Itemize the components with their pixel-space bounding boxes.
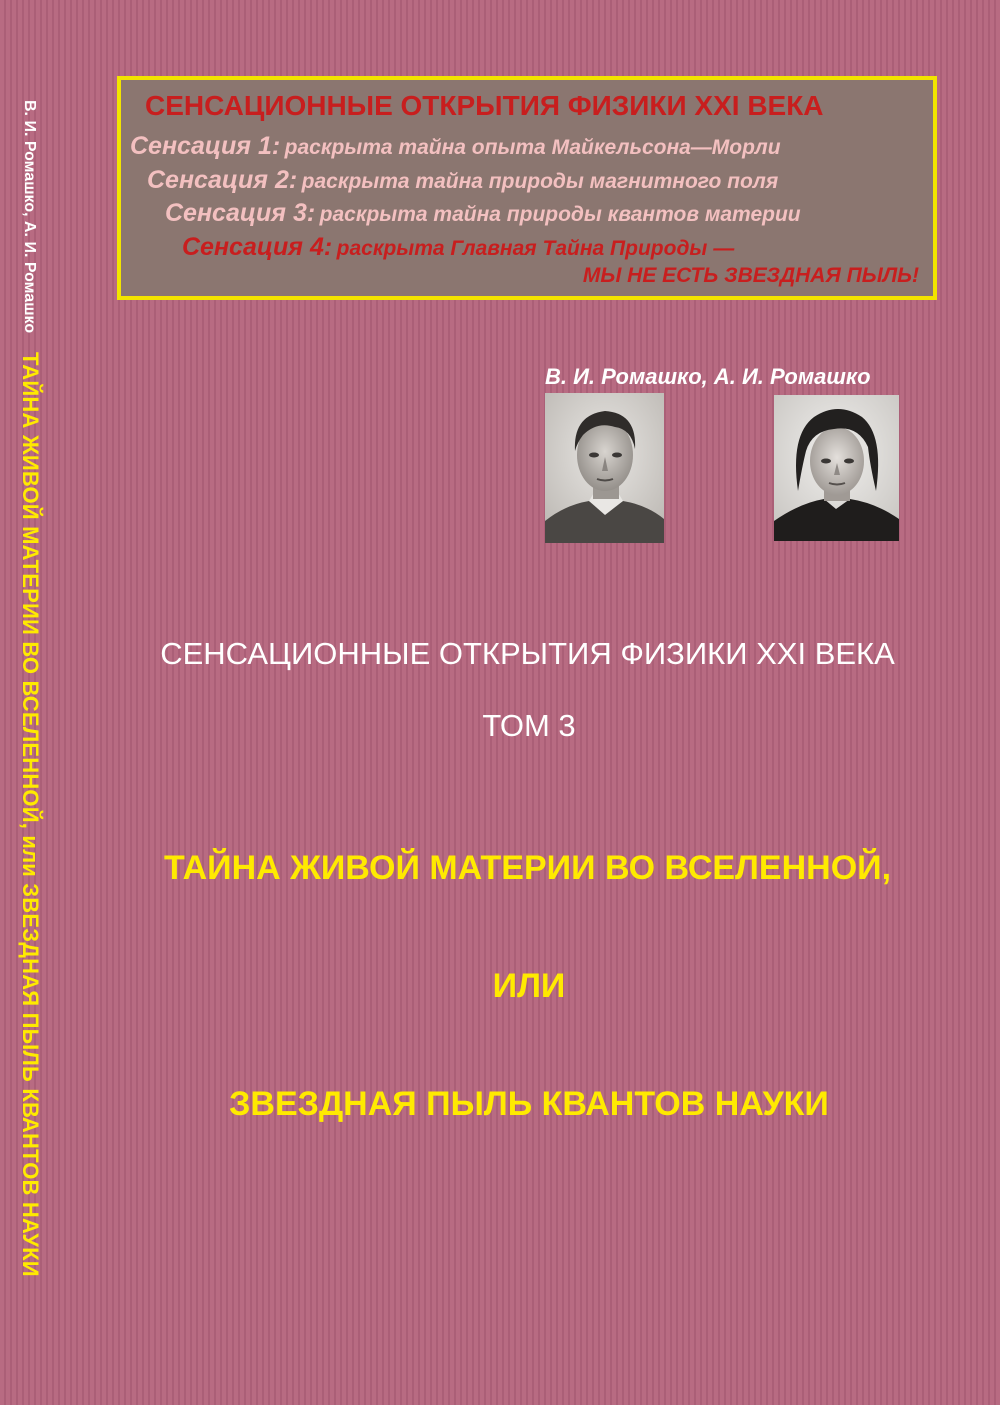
- sensation-4-text: раскрыта Главная Тайна Природы —: [336, 237, 735, 260]
- author-photo-1: [545, 393, 664, 543]
- sensation-4-conclusion: МЫ НЕ ЕСТЬ ЗВЕЗДНАЯ ПЫЛЬ!: [582, 264, 919, 287]
- sensation-2: [147, 166, 778, 195]
- book-spine: [0, 0, 60, 1405]
- volume-number: ТОМ 3: [482, 708, 576, 743]
- book-title-line-2: ИЛИ: [492, 967, 566, 1005]
- spine-authors: В. И. Ромашко, А. И. Ромашко: [21, 100, 38, 334]
- series-title: СЕНСАЦИОННЫЕ ОТКРЫТИЯ ФИЗИКИ XXI ВЕКА: [160, 636, 895, 671]
- book-title-line-3: ЗВЕЗДНАЯ ПЫЛЬ КВАНТОВ НАУКИ: [229, 1085, 829, 1123]
- sensations-banner: [117, 76, 937, 300]
- spine-title: ТАЙНА ЖИВОЙ МАТЕРИИ ВО ВСЕЛЕННОЙ, или ЗВЕЗДНАЯ ПЫЛЬ КВАНТОВ НАУКИ: [18, 352, 43, 1277]
- book-title-line-1: ТАЙНА ЖИВОЙ МАТЕРИИ ВО ВСЕЛЕННОЙ,: [163, 849, 892, 887]
- sensation-2-text: раскрыта тайна природы магнитного поля: [301, 170, 779, 193]
- sensation-3-label: Сенсация 3:: [165, 199, 316, 227]
- sensation-4: [182, 233, 734, 262]
- sensation-3-text: раскрыта тайна природы квантов материи: [319, 203, 801, 226]
- authors-caption: В. И. Ромашко, А. И. Ромашко: [545, 364, 871, 389]
- author-photo-2: [774, 395, 899, 541]
- sensation-2-label: Сенсация 2:: [147, 166, 298, 194]
- sensation-1-label: Сенсация 1:: [130, 132, 281, 160]
- sensation-1-text: раскрыта тайна опыта Майкельсона—Морли: [284, 136, 781, 159]
- sensation-4-label: Сенсация 4:: [182, 233, 333, 261]
- sensation-1: [130, 132, 781, 161]
- sensation-3: [165, 199, 801, 228]
- banner-title: СЕНСАЦИОННЫЕ ОТКРЫТИЯ ФИЗИКИ XXI ВЕКА: [145, 90, 824, 121]
